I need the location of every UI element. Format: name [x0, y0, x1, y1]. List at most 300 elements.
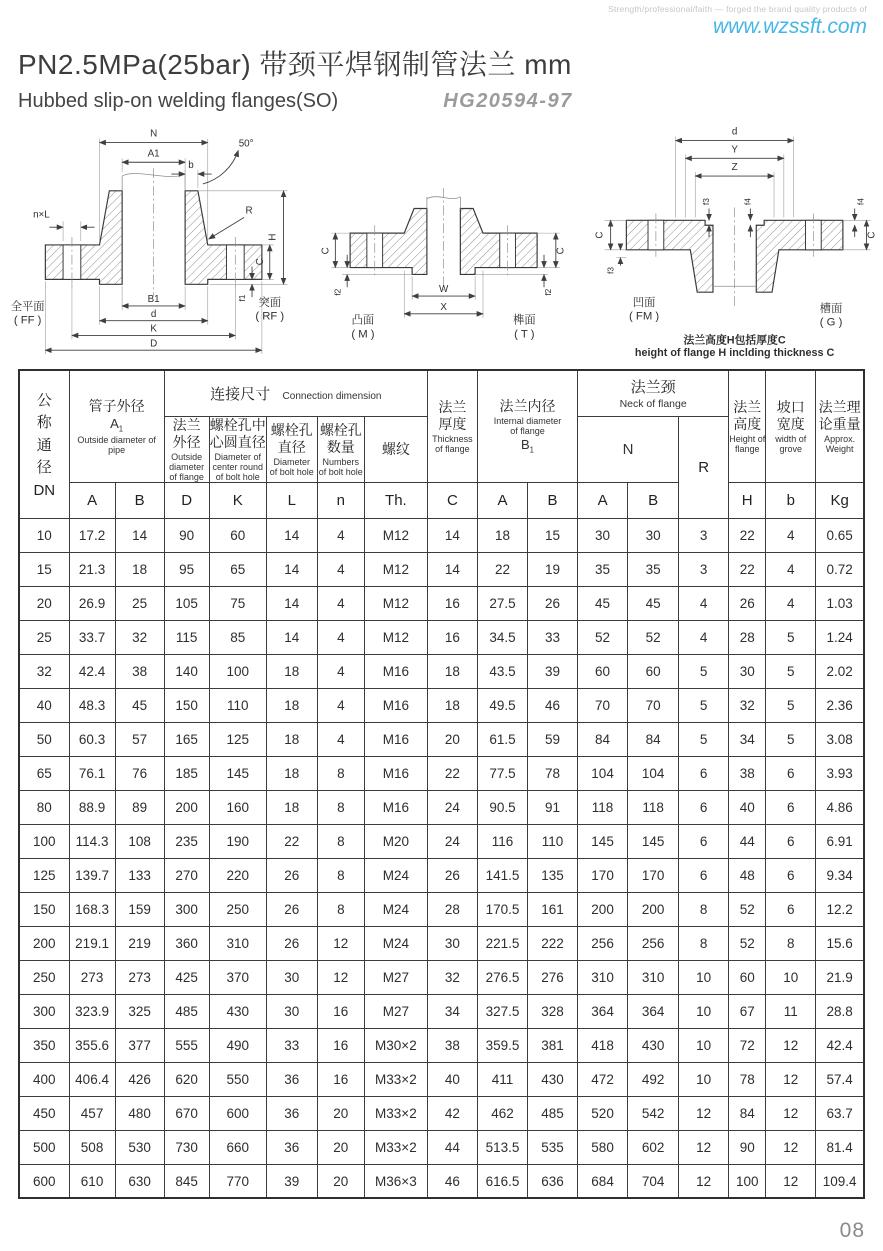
- value-cell: 4: [317, 688, 364, 722]
- dim-label-D: D: [150, 338, 158, 350]
- col-header-thread: 螺纹: [364, 416, 427, 482]
- value-cell: 30: [266, 994, 317, 1028]
- value-cell: 16: [427, 586, 477, 620]
- value-cell: 12: [766, 1164, 816, 1198]
- value-cell: 12: [317, 960, 364, 994]
- dim-label-f2-left: f2: [332, 288, 343, 296]
- value-cell: 36: [266, 1062, 317, 1096]
- value-cell: 52: [729, 926, 766, 960]
- value-cell: 40: [427, 1062, 477, 1096]
- value-cell: 9.34: [816, 858, 864, 892]
- value-cell: 48.3: [69, 688, 115, 722]
- value-cell: 52: [729, 892, 766, 926]
- value-cell: 610: [69, 1164, 115, 1198]
- table-row: [19, 722, 864, 756]
- value-cell: 81.4: [816, 1130, 864, 1164]
- value-cell: 5: [679, 654, 729, 688]
- value-cell: 60: [209, 518, 266, 552]
- value-cell: 18: [266, 688, 317, 722]
- value-cell: 46: [427, 1164, 477, 1198]
- value-cell: 18: [427, 688, 477, 722]
- value-cell: 10: [679, 960, 729, 994]
- value-cell: 70: [578, 688, 628, 722]
- dn-cell: 300: [19, 994, 69, 1028]
- value-cell: 60.3: [69, 722, 115, 756]
- value-cell: 6: [679, 858, 729, 892]
- value-cell: 18: [266, 722, 317, 756]
- value-cell: M24: [364, 858, 427, 892]
- value-cell: 8: [317, 824, 364, 858]
- value-cell: 133: [115, 858, 164, 892]
- flange-section: [350, 188, 537, 290]
- flange-section: [45, 168, 262, 296]
- dn-cell: 350: [19, 1028, 69, 1062]
- value-cell: 200: [578, 892, 628, 926]
- value-cell: 5: [766, 620, 816, 654]
- value-cell: 67: [729, 994, 766, 1028]
- value-cell: 359.5: [477, 1028, 527, 1062]
- dim-label-f2-right: f2: [543, 288, 554, 296]
- value-cell: 6: [766, 824, 816, 858]
- value-cell: 200: [628, 892, 679, 926]
- value-cell: 704: [628, 1164, 679, 1198]
- value-cell: 14: [115, 518, 164, 552]
- table-row: [19, 552, 864, 586]
- value-cell: 12: [766, 1096, 816, 1130]
- value-cell: 14: [266, 586, 317, 620]
- value-cell: 18: [427, 654, 477, 688]
- value-cell: 18: [477, 518, 527, 552]
- value-cell: 16: [427, 620, 477, 654]
- value-cell: 14: [266, 620, 317, 654]
- dim-label-f3: f3: [700, 198, 711, 206]
- value-cell: 26: [528, 586, 578, 620]
- value-cell: M30×2: [364, 1028, 427, 1062]
- value-cell: 65: [209, 552, 266, 586]
- value-cell: 4: [317, 518, 364, 552]
- dn-cell: 50: [19, 722, 69, 756]
- value-cell: 28.8: [816, 994, 864, 1028]
- value-cell: 35: [628, 552, 679, 586]
- value-cell: 52: [628, 620, 679, 654]
- value-cell: 168.3: [69, 892, 115, 926]
- col-header-thickness: [427, 370, 477, 482]
- value-cell: 36: [266, 1096, 317, 1130]
- value-cell: 600: [209, 1096, 266, 1130]
- col-letter-th: Th.: [364, 482, 427, 518]
- value-cell: 109.4: [816, 1164, 864, 1198]
- value-cell: 14: [427, 552, 477, 586]
- dn-cell: 150: [19, 892, 69, 926]
- value-cell: 24: [427, 824, 477, 858]
- value-cell: 39: [266, 1164, 317, 1198]
- height-en: Height of flange: [729, 433, 766, 455]
- value-cell: 12: [766, 1062, 816, 1096]
- table-row: [19, 756, 864, 790]
- flange-diagram-m-t: [296, 115, 586, 365]
- face-code-g: ( G ): [819, 316, 843, 329]
- col-letter-neck-a: A: [578, 482, 628, 518]
- value-cell: 300: [164, 892, 209, 926]
- value-cell: 480: [115, 1096, 164, 1130]
- dim-label-C: C: [254, 258, 266, 266]
- value-cell: 220: [209, 858, 266, 892]
- value-cell: 8: [766, 926, 816, 960]
- value-cell: 3.08: [816, 722, 864, 756]
- value-cell: 90.5: [477, 790, 527, 824]
- value-cell: 256: [578, 926, 628, 960]
- value-cell: 485: [528, 1096, 578, 1130]
- value-cell: 78: [528, 756, 578, 790]
- value-cell: 430: [628, 1028, 679, 1062]
- dim-label-H: H: [267, 233, 279, 241]
- value-cell: 59: [528, 722, 578, 756]
- value-cell: 22: [266, 824, 317, 858]
- value-cell: 8: [317, 790, 364, 824]
- value-cell: 636: [528, 1164, 578, 1198]
- dn-cell: 125: [19, 858, 69, 892]
- value-cell: 550: [209, 1062, 266, 1096]
- col-letter-kg: Kg: [816, 482, 864, 518]
- neck-cn: 法兰颈: [630, 379, 676, 397]
- value-cell: 21.9: [816, 960, 864, 994]
- value-cell: 38: [427, 1028, 477, 1062]
- value-cell: 418: [578, 1028, 628, 1062]
- value-cell: 43.5: [477, 654, 527, 688]
- value-cell: 8: [679, 926, 729, 960]
- dim-label-50deg: 50°: [238, 138, 254, 150]
- col-group-neck: [578, 370, 729, 416]
- value-cell: 1.03: [816, 586, 864, 620]
- value-cell: 5: [679, 688, 729, 722]
- value-cell: 328: [528, 994, 578, 1028]
- table-row: [19, 1028, 864, 1062]
- value-cell: M20: [364, 824, 427, 858]
- value-cell: 381: [528, 1028, 578, 1062]
- value-cell: 28: [427, 892, 477, 926]
- value-cell: 6: [766, 756, 816, 790]
- col-header-neck-r: R: [679, 416, 729, 518]
- value-cell: 35: [578, 552, 628, 586]
- value-cell: 25: [115, 586, 164, 620]
- value-cell: 273: [69, 960, 115, 994]
- dim-label-C-left: C: [320, 247, 332, 255]
- website-url: www.wzssft.com: [712, 15, 867, 38]
- value-cell: 222: [528, 926, 578, 960]
- value-cell: 135: [528, 858, 578, 892]
- value-cell: 10: [766, 960, 816, 994]
- caption-cn: 法兰高度H包括厚度C: [683, 334, 786, 347]
- value-cell: 616.5: [477, 1164, 527, 1198]
- groove-en: width of grove: [775, 433, 807, 455]
- value-cell: 310: [628, 960, 679, 994]
- value-cell: 542: [628, 1096, 679, 1130]
- value-cell: 60: [578, 654, 628, 688]
- col-header-bolt-hole-dia: 螺栓孔直径 Diameter of bolt hole: [266, 416, 317, 482]
- value-cell: 118: [578, 790, 628, 824]
- value-cell: 26: [266, 858, 317, 892]
- value-cell: 34: [729, 722, 766, 756]
- value-cell: 77.5: [477, 756, 527, 790]
- value-cell: 33: [528, 620, 578, 654]
- face-code-fm: ( FM ): [628, 310, 659, 323]
- dn-cell: 65: [19, 756, 69, 790]
- value-cell: 4.86: [816, 790, 864, 824]
- table-row: [19, 1130, 864, 1164]
- value-cell: 8: [317, 892, 364, 926]
- dn-label-code: DN: [33, 481, 56, 499]
- value-cell: 513.5: [477, 1130, 527, 1164]
- table-row: [19, 518, 864, 552]
- flange-section: [626, 208, 843, 306]
- dim-label-B1: B1: [147, 294, 160, 306]
- groove-cn: 坡口宽度: [776, 398, 805, 432]
- table-row: [19, 960, 864, 994]
- value-cell: 42.4: [816, 1028, 864, 1062]
- page-footer: [840, 1219, 865, 1243]
- value-cell: 270: [164, 858, 209, 892]
- value-cell: 10: [679, 994, 729, 1028]
- value-cell: 6: [679, 790, 729, 824]
- value-cell: 16: [317, 1062, 364, 1096]
- dn-cell: 32: [19, 654, 69, 688]
- value-cell: 490: [209, 1028, 266, 1062]
- value-cell: M16: [364, 722, 427, 756]
- value-cell: 3: [679, 552, 729, 586]
- flange-diagrams: [0, 115, 883, 365]
- value-cell: 485: [164, 994, 209, 1028]
- value-cell: 20: [427, 722, 477, 756]
- value-cell: 159: [115, 892, 164, 926]
- value-cell: 60: [628, 654, 679, 688]
- table-row: [19, 586, 864, 620]
- value-cell: 141.5: [477, 858, 527, 892]
- value-cell: 12.2: [816, 892, 864, 926]
- value-cell: 18: [266, 756, 317, 790]
- value-cell: 145: [209, 756, 266, 790]
- value-cell: 22: [729, 552, 766, 586]
- table-row: [19, 994, 864, 1028]
- value-cell: 219.1: [69, 926, 115, 960]
- value-cell: 26: [729, 586, 766, 620]
- value-cell: 17.2: [69, 518, 115, 552]
- value-cell: 660: [209, 1130, 266, 1164]
- value-cell: 140: [164, 654, 209, 688]
- value-cell: 104: [628, 756, 679, 790]
- value-cell: 12: [766, 1130, 816, 1164]
- value-cell: 49.5: [477, 688, 527, 722]
- value-cell: 430: [209, 994, 266, 1028]
- value-cell: 457: [69, 1096, 115, 1130]
- value-cell: 14: [427, 518, 477, 552]
- value-cell: 30: [729, 654, 766, 688]
- table-row: [19, 688, 864, 722]
- brand-tagline: Strength/professional/faith — forged the brand quality products of: [608, 4, 867, 14]
- value-cell: 12: [766, 1028, 816, 1062]
- value-cell: 325: [115, 994, 164, 1028]
- col-group-internal-diameter: [477, 370, 577, 482]
- value-cell: 4: [317, 552, 364, 586]
- value-cell: 105: [164, 586, 209, 620]
- internal-dia-en: Internal diameter of flange: [493, 416, 562, 437]
- value-cell: 3: [679, 518, 729, 552]
- value-cell: 76.1: [69, 756, 115, 790]
- value-cell: 100: [209, 654, 266, 688]
- dim-label-C-left: C: [594, 231, 606, 239]
- value-cell: 14: [266, 552, 317, 586]
- value-cell: 85: [209, 620, 266, 654]
- value-cell: 276: [528, 960, 578, 994]
- value-cell: 30: [266, 960, 317, 994]
- value-cell: 4: [679, 620, 729, 654]
- dim-label-f1: f1: [237, 294, 248, 302]
- dim-label-C-right: C: [556, 247, 568, 255]
- value-cell: M24: [364, 892, 427, 926]
- value-cell: 425: [164, 960, 209, 994]
- table-row: [19, 824, 864, 858]
- table-row: [19, 1096, 864, 1130]
- value-cell: 90: [164, 518, 209, 552]
- col-group-connection: [164, 370, 427, 416]
- table-row: [19, 1164, 864, 1198]
- dim-label-K: K: [150, 323, 157, 335]
- connection-en: Connection dimension: [282, 390, 382, 402]
- value-cell: 276.5: [477, 960, 527, 994]
- value-cell: 370: [209, 960, 266, 994]
- table-row: [19, 654, 864, 688]
- value-cell: 14: [266, 518, 317, 552]
- value-cell: 0.72: [816, 552, 864, 586]
- value-cell: 32: [729, 688, 766, 722]
- weight-en: Approx. Weight: [824, 433, 856, 455]
- page-subtitle: Hubbed slip-on welding flanges(SO): [18, 90, 339, 112]
- value-cell: 45: [578, 586, 628, 620]
- value-cell: 114.3: [69, 824, 115, 858]
- value-cell: 26: [266, 892, 317, 926]
- value-cell: 462: [477, 1096, 527, 1130]
- value-cell: 21.3: [69, 552, 115, 586]
- value-cell: 42: [427, 1096, 477, 1130]
- dn-cell: 15: [19, 552, 69, 586]
- dn-cell: 40: [19, 688, 69, 722]
- value-cell: 8: [679, 892, 729, 926]
- value-cell: 18: [266, 790, 317, 824]
- value-cell: 30: [427, 926, 477, 960]
- value-cell: 110: [528, 824, 578, 858]
- value-cell: 12: [679, 1096, 729, 1130]
- value-cell: M16: [364, 756, 427, 790]
- col-header-dn: [19, 370, 69, 518]
- value-cell: 63.7: [816, 1096, 864, 1130]
- value-cell: M12: [364, 620, 427, 654]
- value-cell: 4: [766, 586, 816, 620]
- dim-label-C-right: C: [866, 231, 877, 239]
- col-letter-K: K: [209, 482, 266, 518]
- value-cell: 160: [209, 790, 266, 824]
- value-cell: 161: [528, 892, 578, 926]
- value-cell: 530: [115, 1130, 164, 1164]
- value-cell: 20: [317, 1096, 364, 1130]
- value-cell: 185: [164, 756, 209, 790]
- value-cell: 355.6: [69, 1028, 115, 1062]
- value-cell: M12: [364, 586, 427, 620]
- value-cell: M27: [364, 994, 427, 1028]
- table-body: [19, 518, 864, 1198]
- value-cell: 34: [427, 994, 477, 1028]
- value-cell: 5: [766, 722, 816, 756]
- value-cell: 27.5: [477, 586, 527, 620]
- value-cell: 770: [209, 1164, 266, 1198]
- value-cell: 26: [266, 926, 317, 960]
- dn-cell: 10: [19, 518, 69, 552]
- value-cell: 20: [317, 1164, 364, 1198]
- col-header-neck-n: N: [578, 416, 679, 482]
- value-cell: 57: [115, 722, 164, 756]
- value-cell: 6.91: [816, 824, 864, 858]
- value-cell: 602: [628, 1130, 679, 1164]
- col-letter-D: D: [164, 482, 209, 518]
- value-cell: M24: [364, 926, 427, 960]
- dim-label-R: R: [245, 205, 253, 217]
- value-cell: 30: [578, 518, 628, 552]
- value-cell: 411: [477, 1062, 527, 1096]
- value-cell: 364: [578, 994, 628, 1028]
- face-label-ff: 全平面: [10, 300, 45, 313]
- value-cell: 150: [164, 688, 209, 722]
- value-cell: 6: [766, 892, 816, 926]
- dn-cell: 500: [19, 1130, 69, 1164]
- value-cell: 520: [578, 1096, 628, 1130]
- value-cell: 6: [766, 790, 816, 824]
- value-cell: 4: [317, 586, 364, 620]
- value-cell: 38: [729, 756, 766, 790]
- value-cell: 6: [679, 756, 729, 790]
- value-cell: 2.36: [816, 688, 864, 722]
- pipe-od-cn: 管子外径: [88, 398, 145, 415]
- dim-label-f4-right: f4: [855, 198, 866, 206]
- page-number: 08: [839, 1219, 865, 1242]
- dn-cell: 80: [19, 790, 69, 824]
- value-cell: 145: [578, 824, 628, 858]
- dn-cell: 600: [19, 1164, 69, 1198]
- value-cell: 4: [317, 722, 364, 756]
- subtitle-row: [18, 90, 867, 113]
- col-letter-L: L: [266, 482, 317, 518]
- value-cell: 4: [317, 620, 364, 654]
- value-cell: 730: [164, 1130, 209, 1164]
- value-cell: 273: [115, 960, 164, 994]
- table-row: [19, 1062, 864, 1096]
- face-label-m: 凸面: [351, 314, 375, 327]
- dn-label-cn: 公称通径: [36, 391, 52, 477]
- value-cell: 75: [209, 586, 266, 620]
- value-cell: 32: [115, 620, 164, 654]
- value-cell: 364: [628, 994, 679, 1028]
- value-cell: M33×2: [364, 1096, 427, 1130]
- value-cell: 16: [317, 994, 364, 1028]
- col-letter-pipe-b: B: [115, 482, 164, 518]
- dim-label-f3-left: f3: [605, 267, 616, 275]
- value-cell: 24: [427, 790, 477, 824]
- value-cell: 170: [628, 858, 679, 892]
- value-cell: 15: [528, 518, 578, 552]
- connection-cn: 连接尺寸: [210, 385, 271, 403]
- dn-cell: 20: [19, 586, 69, 620]
- value-cell: 30: [628, 518, 679, 552]
- value-cell: 508: [69, 1130, 115, 1164]
- value-cell: 2.02: [816, 654, 864, 688]
- dim-label-d: d: [150, 308, 157, 320]
